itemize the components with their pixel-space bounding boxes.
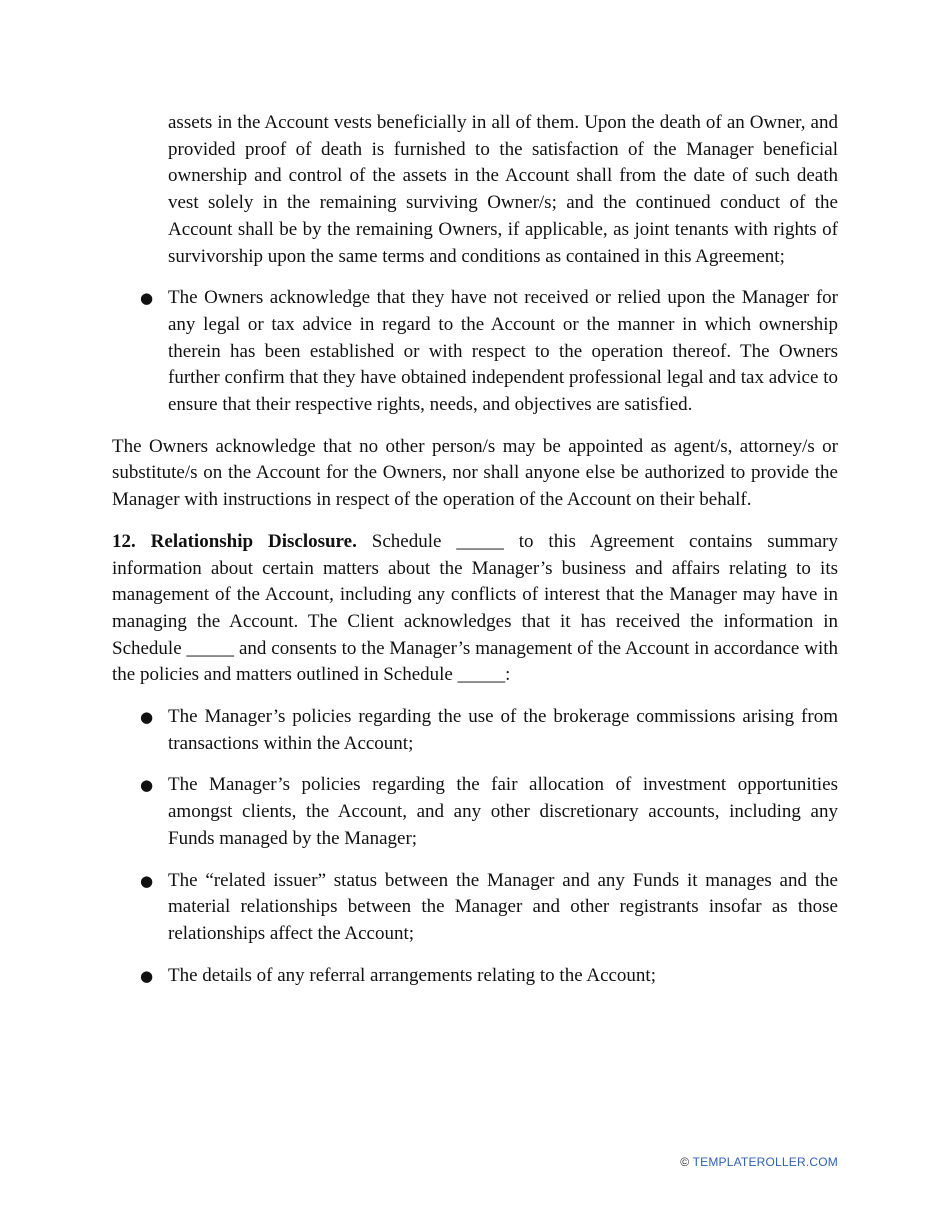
bullet-list-owners [112,285,838,419]
list-item-text: The Manager’s policies regarding the use of the brokerage commissions arising from transactions within the Account; [168,706,838,754]
section-12-heading: 12. Relationship Disclosure. [112,530,357,552]
list-item [112,963,838,990]
document-page [112,110,838,1004]
section-12-paragraph [112,529,838,689]
list-item [112,285,838,419]
list-item [112,868,838,948]
brand-link[interactable]: TEMPLATEROLLER.COM [692,1155,838,1169]
list-item-text: The details of any referral arrangements relating to the Account; [168,964,656,986]
list-item-text: The “related issuer” status between the Manager and any Funds it manages and the material relationships between the Manager and other registrants insofar as those relationships affect the Account; [168,869,838,944]
bullet-icon: ● [140,776,154,795]
bullet-icon: ● [140,289,154,308]
bullet-icon: ● [140,708,154,727]
list-item [112,704,838,757]
continuation-paragraph: assets in the Account vests beneficially in all of them. Upon the death of an Owner, and provided proof of death is furnished to the satisfaction of the Manager beneficial ownership and control of the assets in the Account shall from the date of such death vest solely in the remaining surviving Owner/s; and the continued conduct of the Account shall be by the remaining Owners, if applicable, as joint tenants with rights of survivorship upon the same terms and conditions as contained in this Agreement; [168,112,838,267]
list-item [112,772,838,852]
bullet-icon: ● [140,966,154,985]
section-12-body: Schedule _____ to this Agreement contains summary information about certain matters about the Manager’s business and affairs relating to its management of the Account, including any conflicts of interest that the Manager may have in managing the Account. The Client acknowledges that it has received the information in Schedule _____ and consents to the Manager’s management of the Account in accordance with the policies and matters outlined in Schedule _____: [112,530,838,686]
bullet-icon: ● [140,871,154,890]
list-item-text: The Manager’s policies regarding the fair allocation of investment opportunities amongst clients, the Account, and any other discretionary accounts, including any Funds managed by the Manager; [168,774,838,849]
owners-paragraph: The Owners acknowledge that no other person/s may be appointed as agent/s, attorney/s or substitute/s on the Account for the Owners, nor shall anyone else be authorized to provide the Manager with instructions in respect of the operation of the Account on their behalf. [112,435,838,511]
footer-brand [680,1155,838,1169]
list-item-text: The Owners acknowledge that they have not received or relied upon the Manager for any legal or tax advice in regard to the Account or the manner in which ownership therein has been established or with respect to the operation thereof. The Owners further confirm that they have obtained independent professional legal and tax advice to ensure that their respective rights, needs, and objectives are satisfied. [168,287,838,416]
copyright-icon: © [680,1155,690,1169]
bullet-list-disclosure [112,704,838,989]
